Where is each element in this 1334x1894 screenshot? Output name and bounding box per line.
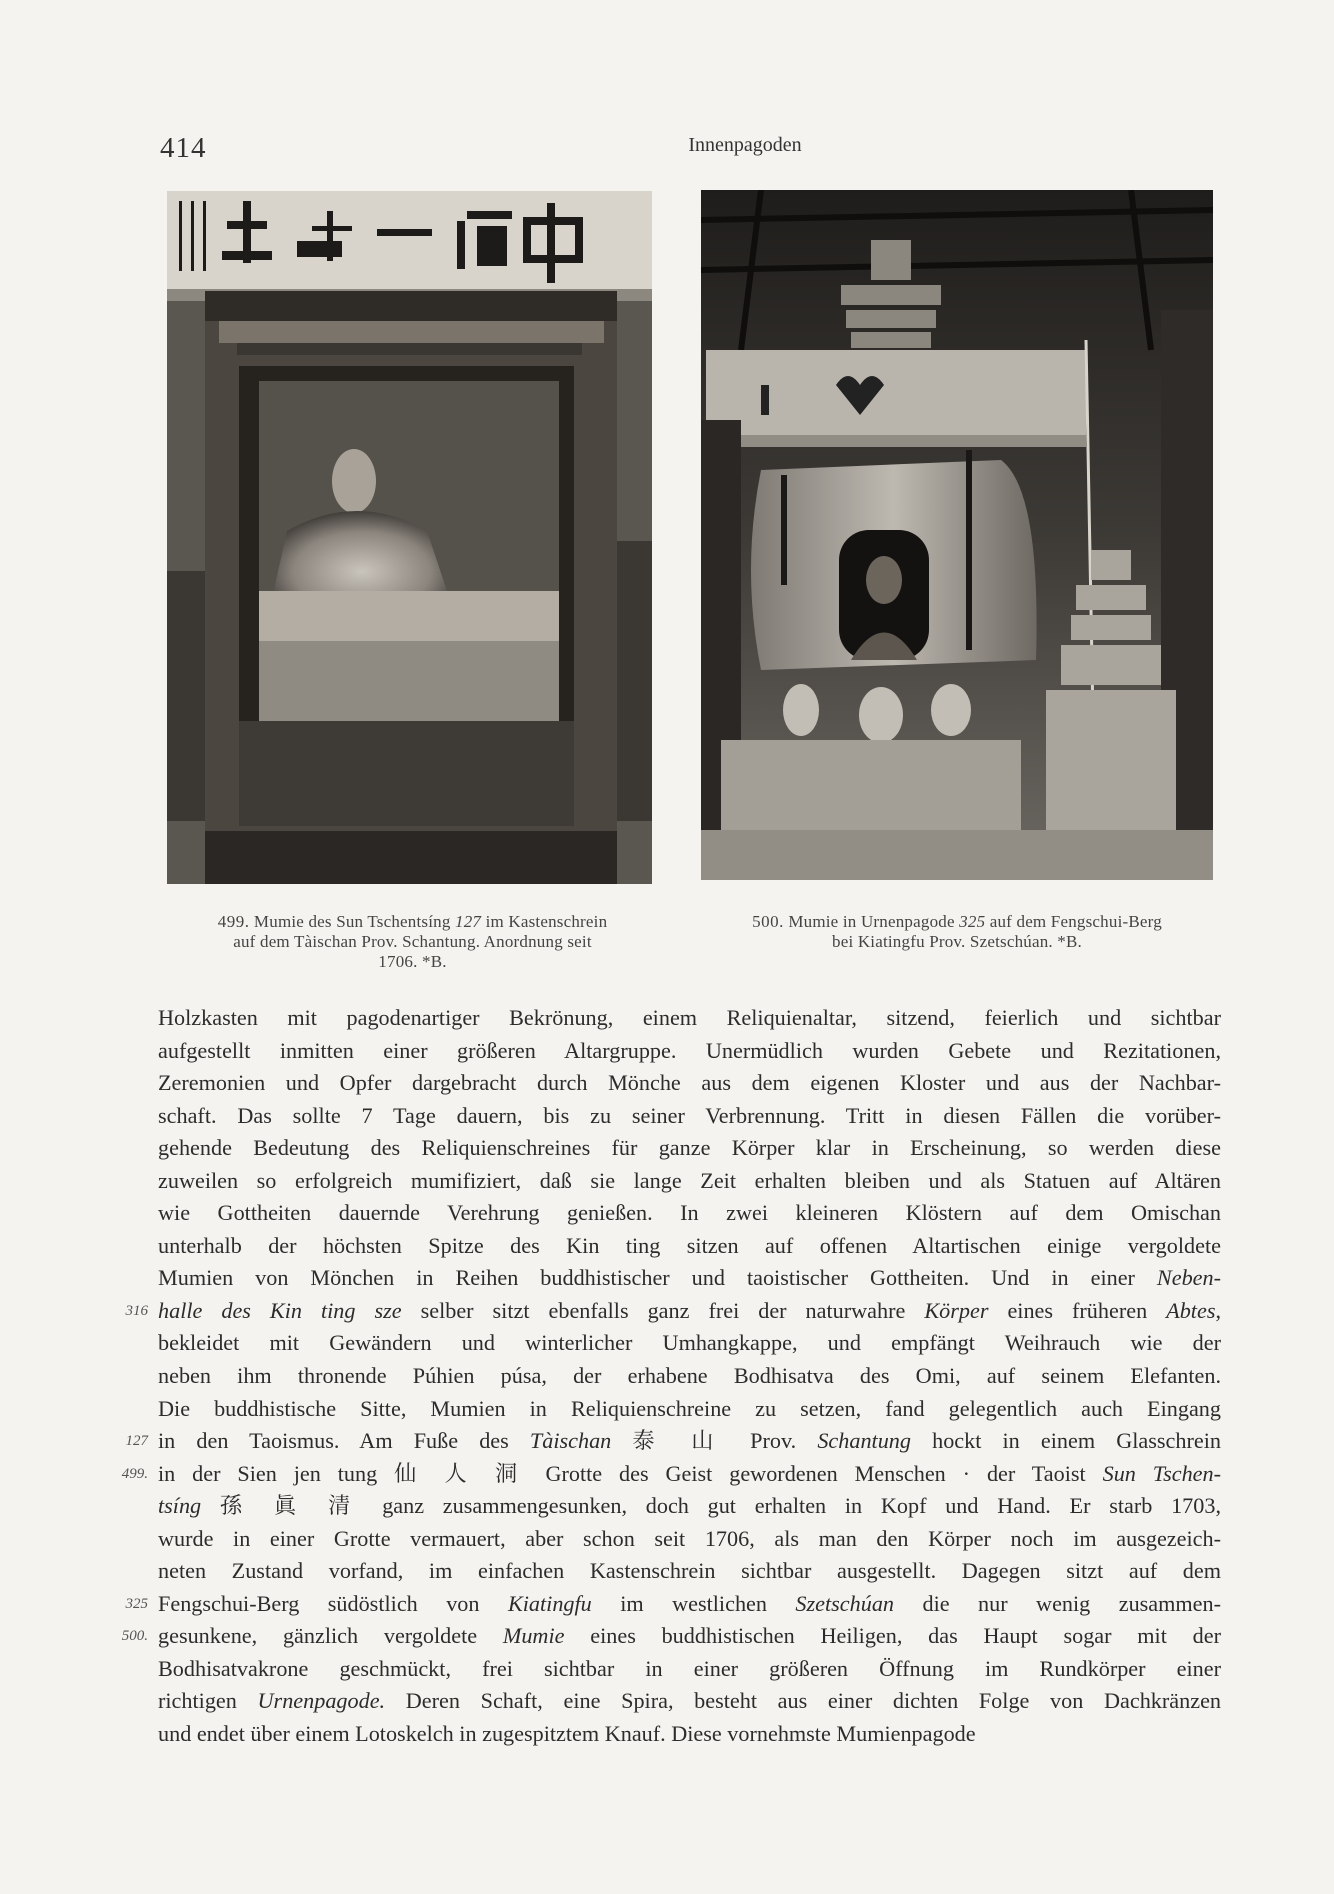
- text-run: richtigen: [158, 1688, 258, 1714]
- text-run: hockt in einem Glasschrein: [910, 1428, 1221, 1454]
- italic-term: Körper: [924, 1297, 989, 1323]
- margin-note: 499.: [121, 1465, 148, 1482]
- cross-reference: 325: [959, 912, 986, 931]
- running-head: Innenpagoden: [688, 134, 802, 156]
- text-line: [158, 1197, 1221, 1230]
- text-run: Fengschui-Berg südöstlich von: [158, 1590, 508, 1616]
- italic-term: Szetschúan: [795, 1590, 895, 1616]
- text-line: [158, 1067, 1221, 1100]
- text-run: Deren Schaft, eine Spira, besteht aus einer dichten Folge von Dachkränzen: [385, 1688, 1222, 1714]
- text-run: Die buddhistische Sitte, Mumien in Reliquienschreine zu setzen, fand gelegentlich auch Eingang: [158, 1395, 1221, 1421]
- text-line: [158, 1490, 1221, 1523]
- text-line: [158, 1620, 1221, 1653]
- caption-text: auf dem Tàischan Prov. Schantung. Anordnung seit: [233, 932, 592, 951]
- caption-text: bei Kiatingfu Prov. Szetschúan. *B.: [832, 932, 1082, 951]
- text-line: [158, 1327, 1221, 1360]
- margin-note: 325: [125, 1595, 148, 1612]
- caption-text: Mumie in Urnenpagode: [788, 912, 960, 931]
- text-run: im westlichen: [591, 1590, 796, 1616]
- text-run: gesunkene, gänzlich vergoldete: [158, 1623, 503, 1649]
- text-run: gehende Bedeutung des Reliquienschreines für ganze Körper klar in Erscheinung, so werden diese: [158, 1135, 1221, 1161]
- text-run: Mumien von Mönchen in Reihen buddhistischer und taoistischer Gottheiten. Und in einer: [158, 1265, 1157, 1291]
- photo-mummy-urn-pagoda: [701, 190, 1213, 880]
- text-run: selber sitzt ebenfalls ganz frei der naturwahre: [401, 1297, 925, 1323]
- text-run: bekleidet mit Gewändern und winterlicher Umhangkappe, und empfängt Weihrauch wie der: [158, 1330, 1221, 1356]
- photo-mummy-sun-tschentsing: [167, 191, 652, 884]
- page-number: 414: [160, 132, 207, 164]
- italic-term: Mumie: [502, 1623, 565, 1649]
- text-line: [158, 1458, 1221, 1491]
- body-text: [158, 1002, 1221, 1751]
- text-run: zuweilen so erfolgreich mumifiziert, daß sie lange Zeit erhalten bleiben und als Statuen auf Altären: [158, 1167, 1221, 1193]
- text-line: [158, 1425, 1221, 1458]
- italic-term: Kiatingfu: [507, 1590, 592, 1616]
- margin-note: 127: [125, 1433, 148, 1450]
- text-run: 泰 山 Prov.: [611, 1428, 818, 1454]
- figure-caption: [165, 912, 660, 972]
- text-run: ,: [1215, 1297, 1221, 1323]
- italic-term: Tàischan: [529, 1428, 612, 1454]
- text-line: [158, 1393, 1221, 1426]
- caption-text: im Kastenschrein: [481, 912, 608, 931]
- text-run: eines früheren: [988, 1297, 1167, 1323]
- text-line: [158, 1165, 1221, 1198]
- text-run: neben ihm thronende Púhien púsa, der erhabene Bodhisatva des Omi, auf seinem Elefanten.: [158, 1363, 1221, 1389]
- text-line: [158, 1295, 1221, 1328]
- text-run: Zeremonien und Opfer dargebracht durch Mönche aus dem eigenen Kloster und aus der Nachbar-: [158, 1070, 1221, 1096]
- text-line: [158, 1588, 1221, 1621]
- caption-text: 1706. *B.: [378, 952, 447, 971]
- italic-term: Schantung: [817, 1428, 911, 1454]
- text-line: [158, 1685, 1221, 1718]
- figure-caption: [698, 912, 1216, 952]
- text-line: [158, 1523, 1221, 1556]
- text-line: [158, 1132, 1221, 1165]
- text-run: Holzkasten mit pagodenartiger Bekrönung, einem Reliquienaltar, sitzend, feierlich und sichtbar: [158, 1005, 1221, 1030]
- text-line: [158, 1555, 1221, 1588]
- text-line: [158, 1262, 1221, 1295]
- italic-term: halle des Kin ting sze: [158, 1297, 402, 1323]
- figure-number: 500.: [752, 912, 784, 931]
- text-run: wie Gottheiten dauernde Verehrung genießen. In zwei kleineren Klöstern auf dem Omischan: [158, 1200, 1221, 1226]
- italic-term: Urnenpagode.: [257, 1688, 386, 1714]
- text-run: und endet über einem Lotoskelch in zugespitztem Knauf. Diese vornehmste Mumienpagode: [158, 1721, 976, 1747]
- text-run: unterhalb der höchsten Spitze des Kin ting sitzen auf offenen Altartischen einige vergoldete: [158, 1232, 1221, 1258]
- margin-note: 500.: [121, 1628, 148, 1645]
- text-line: [158, 1230, 1221, 1263]
- text-line: [158, 1035, 1221, 1068]
- italic-term: Abtes: [1166, 1297, 1216, 1323]
- text-run: neten Zustand vorfand, im einfachen Kastenschrein sichtbar ausgestellt. Dagegen sitzt auf dem: [158, 1558, 1221, 1584]
- italic-term: Neben-: [1156, 1265, 1221, 1291]
- caption-text: Mumie des Sun Tschentsíng: [253, 912, 456, 931]
- italic-term: tsíng: [158, 1493, 202, 1519]
- text-run: in den Taoismus. Am Fuße des: [158, 1428, 530, 1454]
- text-run: aufgestellt inmitten einer größeren Altargruppe. Unermüdlich wurden Gebete und Rezitationen,: [158, 1037, 1221, 1063]
- text-run: schaft. Das sollte 7 Tage dauern, bis zu seiner Verbrennung. Tritt in diesen Fällen die vorüber-: [158, 1102, 1221, 1128]
- text-run: Bodhisatvakrone geschmückt, frei sichtbar in einer größeren Öffnung im Rundkörper einer: [158, 1655, 1221, 1681]
- text-run: in der Sien jen tung 仙 人 洞 Grotte des Geist gewordenen Menschen · der Taoist: [158, 1460, 1103, 1486]
- text-line: [158, 1100, 1221, 1133]
- text-run: eines buddhistischen Heiligen, das Haupt sogar mit der: [564, 1623, 1221, 1649]
- text-run: 孫 眞 清 ganz zusammengesunken, doch gut erhalten in Kopf und Hand. Er starb 1703,: [201, 1493, 1221, 1519]
- text-line: [158, 1718, 1221, 1751]
- margin-note: 316: [125, 1302, 148, 1319]
- italic-term: Sun Tschen-: [1102, 1460, 1222, 1486]
- cross-reference: 127: [455, 912, 482, 931]
- caption-text: auf dem Fengschui-Berg: [985, 912, 1162, 931]
- text-line: [158, 1653, 1221, 1686]
- text-line: [158, 1360, 1221, 1393]
- figure-number: 499.: [217, 912, 250, 931]
- text-line: [158, 1002, 1221, 1035]
- text-run: wurde in einer Grotte vermauert, aber schon seit 1706, als man den Körper noch im ausgezeich-: [158, 1525, 1221, 1551]
- text-run: die nur wenig zusammen-: [894, 1590, 1221, 1616]
